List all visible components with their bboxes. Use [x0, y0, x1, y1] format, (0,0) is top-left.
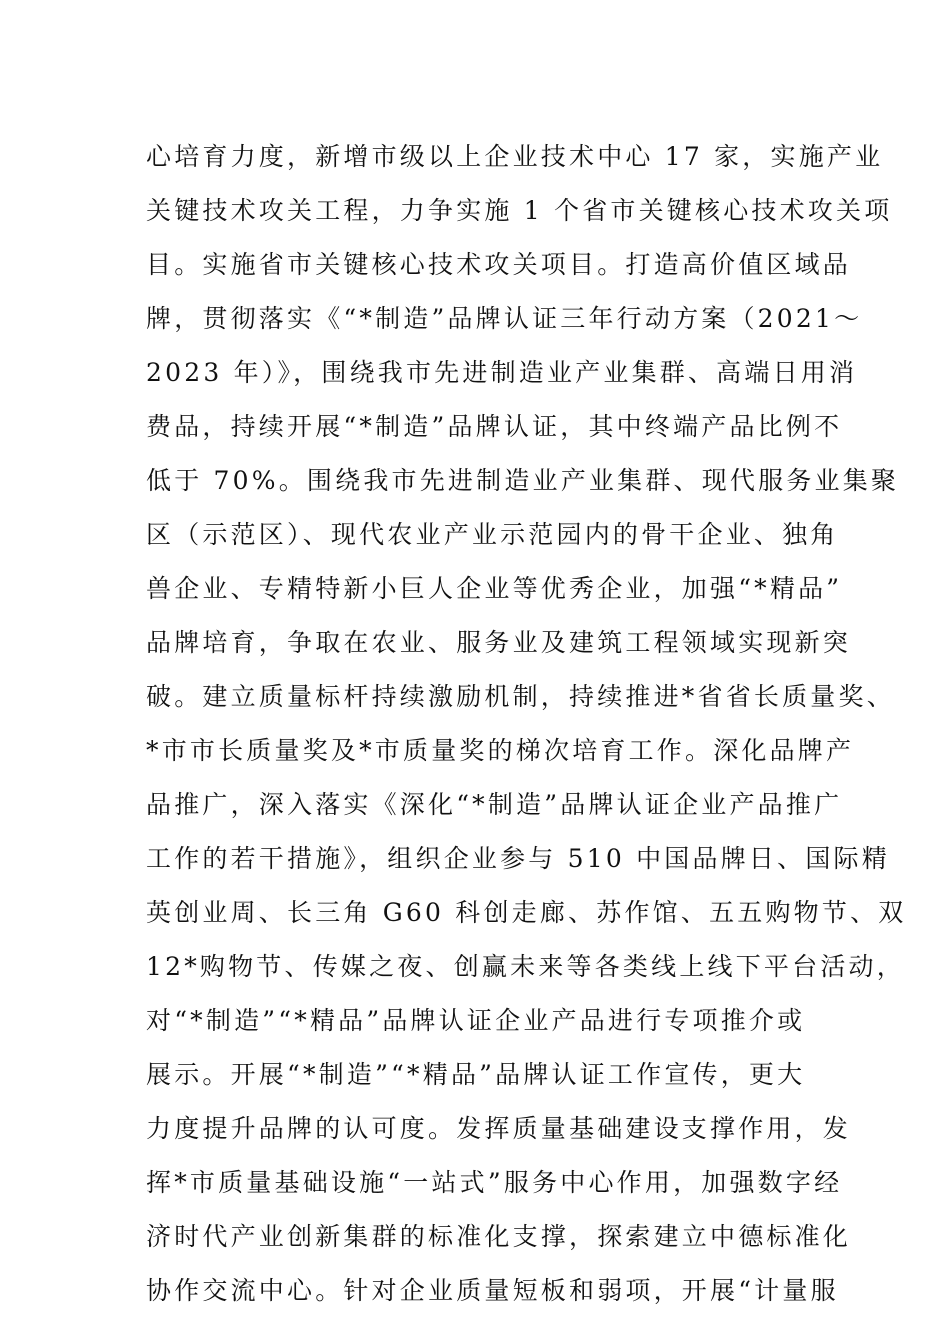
text-line: 目。实施省市关键核心技术攻关项目。打造高价值区域品 [146, 250, 852, 279]
text-line: 英创业周、长三角 G60 科创走廊、苏作馆、五五购物节、双 [146, 898, 907, 927]
text-line: 2023 年）》，围绕我市先进制造业产业集群、高端日用消 [146, 358, 858, 387]
text-line: 协作交流中心。针对企业质量短板和弱项，开展“计量服 [146, 1276, 839, 1305]
text-line: *市市长质量奖及*市质量奖的梯次培育工作。深化品牌产 [146, 736, 855, 765]
text-line: 低于 70%。围绕我市先进制造业产业集群、现代服务业集聚 [146, 466, 900, 495]
text-line: 兽企业、专精特新小巨人企业等优秀企业，加强“*精品” [146, 574, 843, 603]
text-line: 挥*市质量基础设施“一站式”服务中心作用，加强数字经 [146, 1168, 843, 1197]
text-line: 区（示范区）、现代农业产业示范园内的骨干企业、独角 [146, 520, 839, 549]
text-line: 展示。开展“*制造”“*精品”品牌认证工作宣传，更大 [146, 1060, 806, 1089]
text-line: 品牌培育，争取在农业、服务业及建筑工程领域实现新突 [146, 628, 852, 657]
text-line: 12*购物节、传媒之夜、创赢未来等各类线上线下平台活动， [146, 952, 905, 981]
text-line: 心培育力度，新增市级以上企业技术中心 17 家，实施产业 [146, 142, 884, 171]
text-line: 破。建立质量标杆持续激励机制，持续推进*省省长质量奖、 [146, 682, 895, 711]
text-line: 关键技术攻关工程，力争实施 1 个省市关键核心技术攻关项 [146, 196, 893, 225]
text-line: 费品，持续开展“*制造”品牌认证，其中终端产品比例不 [146, 412, 843, 441]
text-line: 济时代产业创新集群的标准化支撑，探索建立中德标准化 [146, 1222, 852, 1251]
text-line: 工作的若干措施》，组织企业参与 510 中国品牌日、国际精 [146, 844, 890, 873]
text-line: 牌，贯彻落实《“*制造”品牌认证三年行动方案（2021～ [146, 304, 863, 333]
text-line: 对“*制造”“*精品”品牌认证企业产品进行专项推介或 [146, 1006, 806, 1035]
body-paragraph [146, 130, 907, 1318]
text-line: 力度提升品牌的认可度。发挥质量基础建设支撑作用，发 [146, 1114, 852, 1143]
text-line: 品推广，深入落实《深化“*制造”品牌认证企业产品推广 [146, 790, 843, 819]
